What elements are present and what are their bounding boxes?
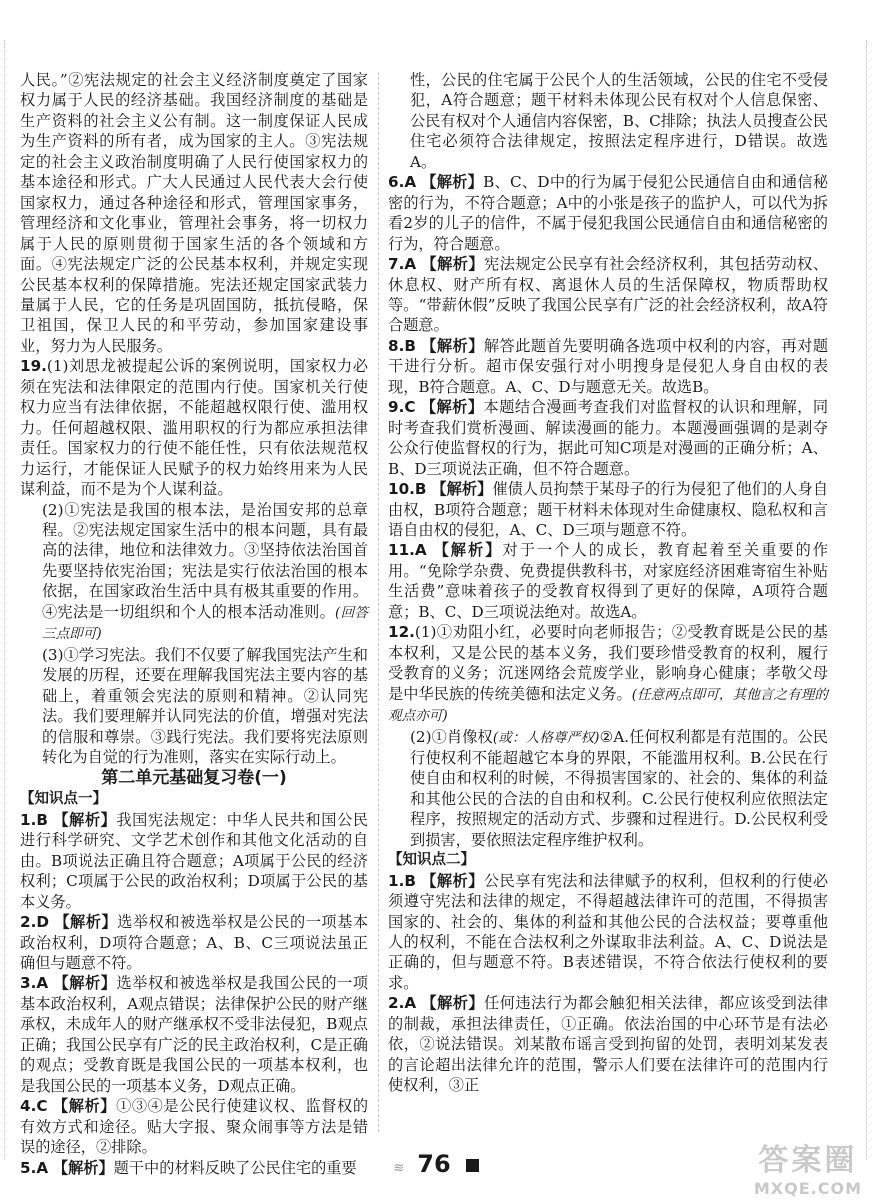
- answer-19-part-3: (3)①学习宪法。我们不仅要了解我国宪法产生和发展的历程，还要在理解我国宪法主要内容的基础上，着重领会宪法的原则和精神。②认同宪法。我们要理解并认同宪法的价值，增强对宪法的信服和尊崇。③践行宪法。我们要将宪法原则转化为自觉的行为准则，落实在实际行动上。: [42, 645, 368, 766]
- answer-4: 4.C 【解析】①③④是公民行使建议权、监督权的有效方式和途径。贴大字报、聚众闹事等方法是错误的途径，②排除。: [20, 1097, 369, 1157]
- watermark-logo: 答案圈 MXQE.COM: [753, 1143, 862, 1198]
- left-column: [20, 70, 368, 1178]
- answer-5: 5.A 【解析】题干中的材料反映了公民住宅的重要: [20, 1158, 357, 1177]
- intro-paragraph: 人民。”②宪法规定的社会主义经济制度奠定了国家权力属于人民的经济基础。我国经济制度的基础是生产资料的社会主义公有制。这一制度保证人民成为生产资料的所有者，成为国家的主人。③宪法规定的社会主义政治制度明确了人民行使国家权力的基本途径和形式。广大人民通过人民代表大会行使国家权力，通过各种途径和形式，管理国家事务，管理经济和文化事业，管理社会事务，将一切权力属于人民的原则贯彻于国家生活的各个领域和方面。④宪法规定广泛的公民基本权利，并规定实现公民基本权利的保障措施。宪法还规定国家武装力量属于人民，它的任务是巩固国防，抵抗侵略，保卫祖国，保卫人民的和平劳动，参加国家建设事业，努力为人民服务。: [20, 71, 368, 355]
- answer-8: 8.B 【解析】解答此题首先要明确各选项中权利的内容，再对题干进行分析。超市保安强行对小明搜身是侵犯人身自由权的表现，B符合题意。A、C、D与题意无关。故选B。: [388, 336, 829, 396]
- right-binding-line: [866, 40, 867, 1160]
- answer-note: (任意两点即可，其他言之有理的观点亦可): [388, 686, 828, 725]
- answer-9: 9.C 【解析】本题结合漫画考查我们对监督权的认识和理解，同时考查我们赏析漫画、解读漫画的能力。本题漫画强调的是剥夺公众行使监督权的行为，据此可知C项是对漫画的正确分析；A、B、D三项说法正确，但不符合题意。: [388, 398, 829, 478]
- page-number: 76: [417, 1150, 451, 1178]
- right-column: [388, 70, 828, 1096]
- answer-11: 11.A 【解析】对于一个人的成长，教育起着至关重要的作用。“免除学杂费、免费提供教科书，对家庭经济困难寄宿生补贴生活费”意味着孩子的受教育权得到了更好的保障，A项符合题意；B、C、D三项说法绝对。故选A。: [388, 541, 829, 621]
- answer-3: 3.A 【解析】选举权和被选举权是我国公民的一项基本政治权利，A观点错误；法律保护公民的财产继承权，未成年人的财产继承权不受非法侵犯，B观点正确；我国公民享有广泛的民主政治权利，C是正确的观点；受教育既是我国公民的一项基本权利，也是我国公民的一项基本义务，D观点正确。: [20, 974, 369, 1095]
- decoration-wave-icon: ≋: [393, 1161, 405, 1176]
- answer-7: 7.A 【解析】宪法规定公民享有社会经济权利，其包括劳动权、休息权、财产所有权、离退休人员的生活保障权，物质帮助权等。“带薪休假”反映了我国公民享有广泛的社会经济权利，故A符合题意。: [388, 255, 829, 335]
- answer-12-part-2: (2)①肖像权(或：人格尊严权)②A.任何权利都是有范围的。公民行使权利不能超越它本身的界限，不能滥用权利。B.公民在行使自由和权利的时候，不得损害国家的、社会的、集体的利益和其他公民的合法的自由和权利。C.公民行使权利应依照法定程序，按照规定的活动方式、步骤和过程进行。D.公民权利受到损害，要依照法定程序维护权利。: [410, 727, 828, 849]
- section-label-2: 【知识点二】: [388, 852, 475, 869]
- square-marker-icon: [466, 1159, 479, 1172]
- answer-2: 2.D 【解析】选举权和被选举权是公民的一项基本政治权利，D项符合题意；A、B、C三项说法虽正确但与题意不符。: [20, 913, 369, 973]
- answer-10: 10.B 【解析】催债人员拘禁于某母子的行为侵犯了他们的人身自由权，B项符合题意；题干材料未体现对生命健康权、隐私权和言语自由权的侵犯，A、C、D三项与题意不符。: [388, 480, 829, 539]
- column-divider: [378, 72, 379, 1132]
- answer-19-part-2: (2)①宪法是我国的根本法，是治国安邦的总章程。②宪法规定国家生活中的根本问题，具有最高的法律，地位和法律效力。③坚持依法治国首先要坚持依宪治国；宪法是实行依法治国的根本依据，在国家政治生活中具有极其重要的作用。④宪法是一切组织和个人的根本活动准则。(回答三点即可): [42, 500, 368, 643]
- answer-12-part-1: 12.(1)①劝阻小红，必要时向老师报告；②受教育既是公民的基本权利，又是公民的基本义务，我们要珍惜受教育的权利，履行受教育的义务；沉迷网络会荒废学业，影响身心健康；孝敬父母是中华民族的传统美德和法定义务。(任意两点即可，其他言之有理的观点亦可): [388, 623, 828, 725]
- answer-19-part-1: 19.(1)刘思龙被提起公诉的案例说明，国家权力必须在宪法和法律限定的范围内行使。国家机关行使权力应当有法律依据，不能超越权限行使、滥用权力。任何超越权限、滥用职权的行为都应承担法律责任。国家权力的行使不能任性，只有依法规范权力运行，才能保证人民赋予的权力始终用来为人民谋利益，而不是为个人谋利益。: [20, 357, 368, 499]
- page-footer: [0, 1150, 872, 1178]
- answer-note: (或：人格尊严权): [492, 729, 600, 746]
- section-label-1: 【知识点一】: [20, 791, 107, 808]
- answer-note: (回答三点即可): [42, 604, 368, 643]
- question-number: 19.: [20, 357, 47, 376]
- answer-6: 6.A 【解析】B、C、D中的行为属于侵犯公民通信自由和通信秘密的行为，不符合题意；A中的小张是孩子的监护人，可以代为拆看2岁的儿子的信件，不属于侵犯我国公民通信自由和通信秘密的行为，符合题意。: [388, 173, 829, 253]
- answer-b2: 2.A 【解析】任何违法行为都会触犯相关法律，都应该受到法律的制裁，承担法律责任，①正确。依法治国的中心环节是有法必依，②说法错误。刘某散布谣言受到拘留的处罚，表明刘某发表的言论超出法律允许的范围，警示人们要在法律许可的范围内行使权利，③正: [388, 994, 829, 1095]
- unit-title: 第二单元基础复习卷(一): [101, 768, 287, 789]
- answer-1: 1.B 【解析】我国宪法规定：中华人民共和国公民进行科学研究、文学艺术创作和其他文化活动的自由。B项说法正确且符合题意；A项属于公民的经济权利；C项属于公民的政治权利；D项属于公民的基本义务。: [20, 810, 369, 911]
- answer-5-continued: 性，公民的住宅属于公民个人的生活领域，公民的住宅不受侵犯，A符合题意；题干材料未体现公民有权对个人信息保密、公民有权对个人通信内容保密，B、C排除；执法人员搜查公民住宅必须符合法律规定，按照法定程序进行，D错误。故选A。: [410, 71, 828, 171]
- left-binding-line: [4, 40, 5, 1160]
- answer-b1: 1.B 【解析】公民享有宪法和法律赋予的权利，但权利的行使必须遵守宪法和法律的规定，不得超越法律许可的范围，不得损害国家的、社会的、集体的利益和其他公民的合法权益；要尊重他人的权利，不能在合法权利之外谋取非法利益。A、C、D说法是正确的，但与题意不符。B表述错误，不符合依法行使权利的要求。: [388, 871, 829, 992]
